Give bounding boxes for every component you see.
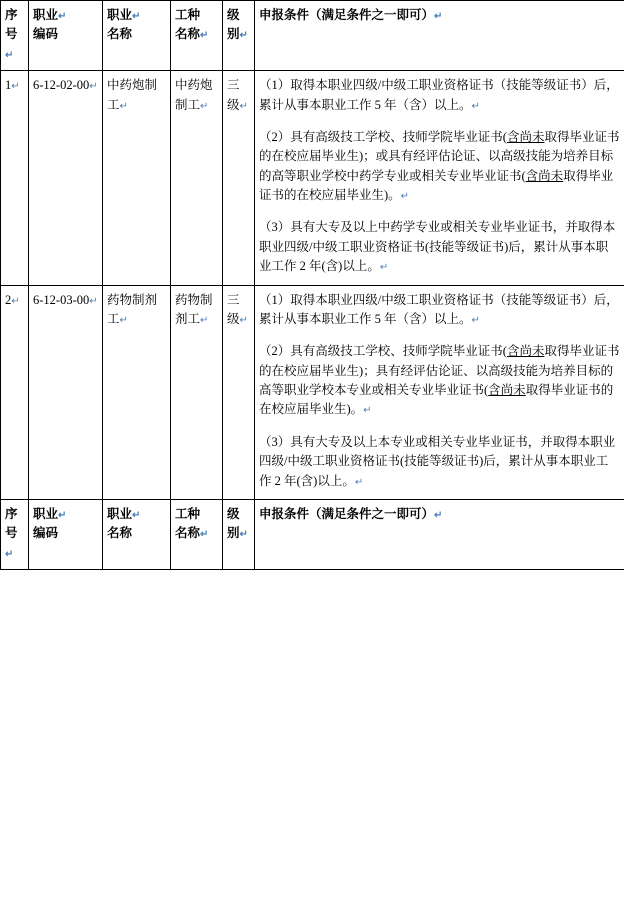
header-name-line1: 职业↵	[107, 8, 141, 22]
pilcrow-mark: ↵	[58, 509, 67, 521]
cell-conditions	[255, 285, 624, 499]
condition-text-underlined: 含尚未	[506, 129, 545, 144]
condition-index: （1）	[259, 292, 291, 307]
footer-header-conditions-text: 申报条件（满足条件之一即可）↵	[259, 506, 443, 521]
footer-header-code-line2: 编码	[33, 526, 59, 541]
condition-text: 取得毕业证书的在校应届毕业生)。	[259, 383, 614, 417]
footer-header-name-line1: 职业↵	[107, 506, 141, 521]
condition-text-underlined: 含尚未	[506, 344, 545, 359]
pilcrow-mark: ↵	[200, 30, 209, 42]
cell-conditions	[255, 71, 624, 285]
pilcrow-mark: ↵	[58, 11, 67, 22]
header-cell-level	[223, 1, 255, 71]
header-seq-line1: 序	[5, 8, 18, 22]
footer-header-name-line2: 名称	[107, 526, 133, 541]
footer-header-type-line1: 工种	[175, 506, 201, 521]
header-code-line2: 编码	[33, 27, 59, 42]
header-seq-line2: 号↵	[5, 27, 18, 61]
header-level-line1: 级	[227, 8, 240, 22]
table-header-row	[1, 1, 624, 71]
table-row	[1, 71, 624, 285]
condition-text-underlined: 含尚未	[525, 168, 564, 183]
header-cell-conditions	[255, 1, 624, 71]
footer-header-code-line1: 职业↵	[33, 506, 67, 521]
header-code-line1: 职业↵	[33, 8, 67, 22]
footer-header-cell-code	[29, 499, 103, 569]
condition-text: 具有大专及以上本专业或相关专业毕业证书，并取得本职业四级/中级工职业资格证书(技能等级证书)后，累计从事本职业工作 2 年(含)以上。	[259, 434, 616, 488]
pilcrow-mark: ↵	[239, 30, 248, 42]
header-cell-type	[171, 1, 223, 71]
condition-item	[259, 291, 620, 330]
pilcrow-mark: ↵	[119, 314, 128, 326]
pilcrow-mark: ↵	[354, 476, 364, 488]
table-footer-header-row	[1, 499, 624, 569]
cell-code: 6-12-03-00↵	[29, 285, 103, 499]
pilcrow-mark: ↵	[239, 314, 248, 326]
cell-seq: 1↵	[1, 71, 29, 285]
cell-occupation-name: 药物制剂工↵	[103, 285, 171, 499]
footer-header-seq-line1: 序	[5, 506, 18, 521]
condition-text: 取得毕业证书的在校应届毕业生)。	[259, 168, 614, 202]
pilcrow-mark: ↵	[11, 295, 20, 307]
condition-text: 取得本职业四级/中级工职业资格证书（技能等级证书）后，累计从事本职业工作 5 年（含）以上。	[259, 78, 619, 112]
pilcrow-mark: ↵	[239, 100, 248, 112]
condition-index: （2）	[259, 129, 291, 144]
condition-text-underlined: 含尚未	[488, 383, 526, 397]
condition-text: 取得毕业证书的在校应届毕业生)；或具有经评估论证、以高级技能为培养目标的高等职业学校中药学专业或相关专业毕业证书(	[259, 129, 620, 183]
footer-header-seq-line2: 号↵	[5, 526, 18, 560]
header-name-line2: 名称	[107, 27, 133, 42]
table-row	[1, 285, 624, 499]
condition-item	[259, 342, 620, 420]
pilcrow-mark: ↵	[434, 509, 443, 521]
pilcrow-mark: ↵	[379, 262, 389, 274]
pilcrow-mark: ↵	[119, 100, 128, 112]
footer-header-cell-seq	[1, 499, 29, 569]
pilcrow-mark: ↵	[89, 295, 98, 307]
footer-header-cell-conditions	[255, 499, 624, 569]
condition-item	[259, 433, 620, 491]
pilcrow-mark: ↵	[200, 100, 209, 112]
condition-text: 取得毕业证书的在校应届毕业生)；具有经评估论证、以高级技能为培养目标的高等职业学校本专业或相关专业毕业证书(	[259, 344, 620, 397]
footer-header-level-line2: 别↵	[227, 526, 248, 541]
condition-index: （3）	[259, 220, 291, 235]
cell-level: 三级↵	[223, 285, 255, 499]
pilcrow-mark: ↵	[400, 191, 410, 202]
pilcrow-mark: ↵	[5, 548, 14, 560]
footer-header-cell-name	[103, 499, 171, 569]
footer-header-type-line2: 名称↵	[175, 526, 209, 541]
footer-header-level-line1: 级	[227, 506, 240, 521]
pilcrow-mark: ↵	[200, 529, 209, 541]
pilcrow-mark: ↵	[5, 49, 14, 61]
condition-text: 具有高级技工学校、技师学院毕业证书(	[290, 344, 507, 359]
header-type-line2: 名称↵	[175, 27, 209, 42]
header-cell-name	[103, 1, 171, 71]
condition-text: 具有大专及以上中药学专业或相关专业毕业证书，并取得本职业四级/中级工职业资格证书(技能等级证书)后，累计从事本职业工作 2 年(含)以上。	[259, 220, 616, 274]
condition-index: （2）	[259, 344, 291, 359]
pilcrow-mark: ↵	[434, 11, 443, 22]
pilcrow-mark: ↵	[89, 81, 98, 93]
footer-header-cell-type	[171, 499, 223, 569]
cell-level: 三级↵	[223, 71, 255, 285]
condition-text: 取得本职业四级/中级工职业资格证书（技能等级证书）后，累计从事本职业工作 5 年（含）以上。	[259, 292, 619, 326]
condition-index: （1）	[259, 78, 291, 93]
header-conditions-text: 申报条件（满足条件之一即可）↵	[259, 8, 443, 22]
pilcrow-mark: ↵	[200, 314, 209, 326]
cell-seq: 2↵	[1, 285, 29, 499]
condition-index: （3）	[259, 434, 291, 449]
cell-occupation-name: 中药炮制工↵	[103, 71, 171, 285]
condition-item	[259, 218, 620, 276]
pilcrow-mark: ↵	[132, 11, 141, 22]
header-level-line2: 别↵	[227, 27, 248, 42]
footer-header-cell-level	[223, 499, 255, 569]
cell-job-type: 药物制剂工↵	[171, 285, 223, 499]
pilcrow-mark: ↵	[471, 100, 480, 112]
pilcrow-mark: ↵	[132, 509, 141, 521]
header-cell-seq	[1, 1, 29, 71]
pilcrow-mark: ↵	[363, 405, 372, 417]
condition-text: 具有高级技工学校、技师学院毕业证书(	[290, 129, 507, 144]
condition-item	[259, 76, 620, 115]
header-type-line1: 工种	[175, 8, 201, 22]
cell-code: 6-12-02-00↵	[29, 71, 103, 285]
pilcrow-mark: ↵	[471, 314, 480, 326]
condition-item	[259, 128, 620, 206]
header-cell-code	[29, 1, 103, 71]
pilcrow-mark: ↵	[239, 529, 248, 541]
pilcrow-mark: ↵	[11, 81, 20, 93]
cell-job-type: 中药炮制工↵	[171, 71, 223, 285]
